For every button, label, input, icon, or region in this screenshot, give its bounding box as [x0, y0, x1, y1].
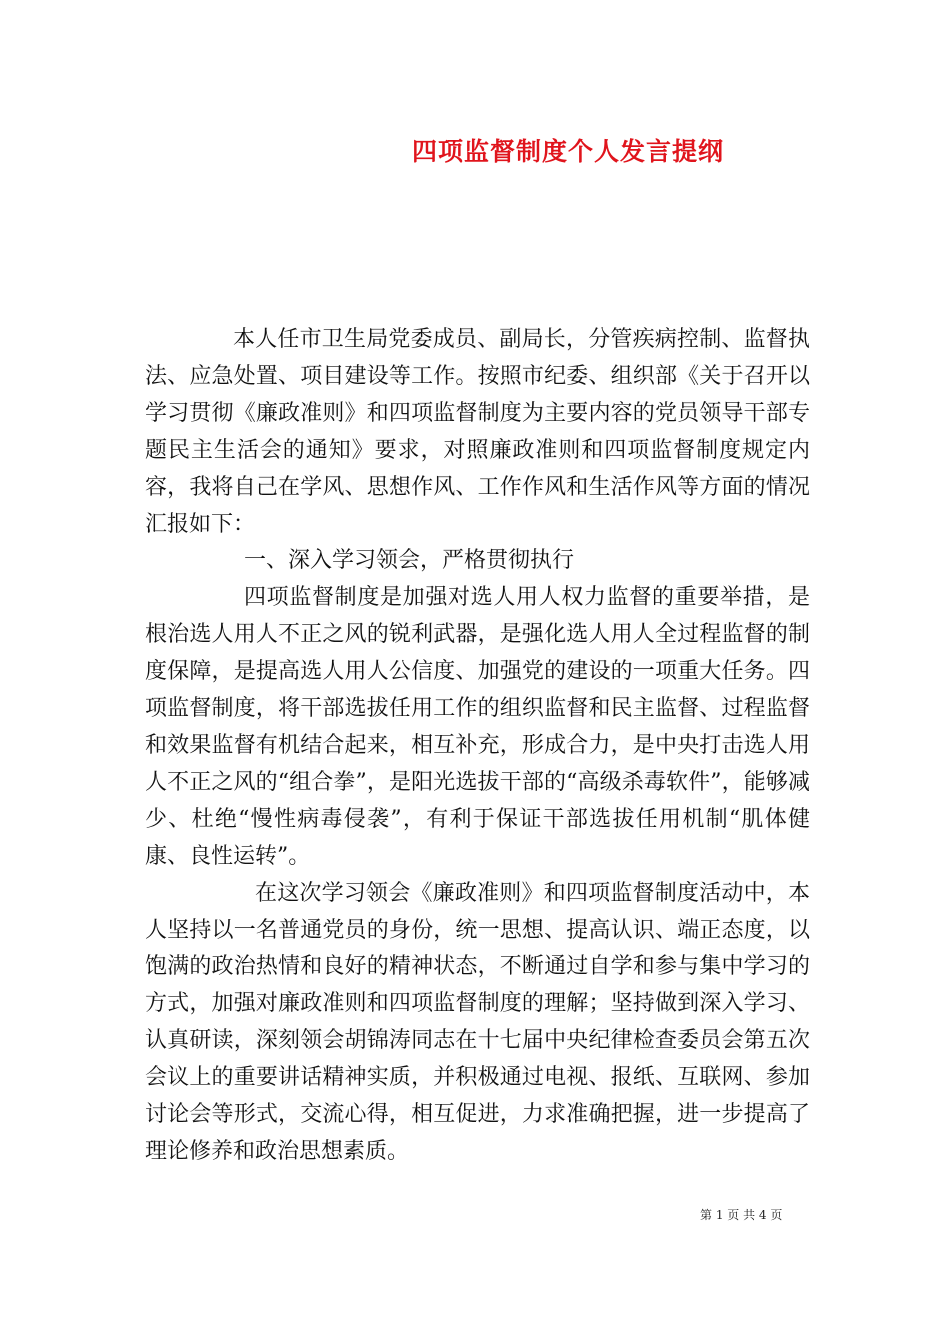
- paragraph-study: 在这次学习领会《廉政准则》和四项监督制度活动中，本人坚持以一名普通党员的身份，统一思想、提高认识、端正态度，以饱满的政治热情和良好的精神状态，不断通过自学和参与集中学习的方式，加强对廉政准则和四项监督制度的理解；坚持做到深入学习、认真研读，深刻领会胡锦涛同志在十七届中央纪律检查委员会第五次会议上的重要讲话精神实质，并积极通过电视、报纸、互联网、参加讨论会等形式，交流心得，相互促进，力求准确把握，进一步提高了理论修养和政治思想素质。: [145, 880, 810, 1164]
- document-title: 四项监督制度个人发言提纲: [412, 137, 725, 166]
- paragraph-supervision: 四项监督制度是加强对选人用人权力监督的重要举措，是根治选人用人不正之风的锐利武器，是强化选人用人全过程监督的制度保障，是提高选人用人公信度、加强党的建设的一项重大任务。四项监督制度，将干部选拔任用工作的组织监督和民主监督、过程监督和效果监督有机结合起来，相互补充，形成合力，是中央打击选人用人不正之风的“组合拳”，是阳光选拔干部的“高级杀毒软件”，能够减少、杜绝“慢性病毒侵袭”，有利于保证干部选拔任用机制“肌体健康、良性运转”。: [145, 585, 810, 869]
- page-number: 第 1 页 共 4 页: [700, 1208, 783, 1222]
- paragraph-intro: 本人任市卫生局党委成员、副局长，分管疾病控制、监督执法、应急处置、项目建设等工作。按照市纪委、组织部《关于召开以学习贯彻《廉政准则》和四项监督制度为主要内容的党员领导干部专题民主生活会的通知》要求，对照廉政准则和四项监督制度规定内容，我将自己在学风、思想作风、工作作风和生活作风等方面的情况汇报如下：: [145, 327, 810, 537]
- document-body: [145, 322, 810, 1171]
- title-area: [0, 132, 950, 172]
- section-heading: 一、深入学习领会，严格贯彻执行: [244, 548, 575, 574]
